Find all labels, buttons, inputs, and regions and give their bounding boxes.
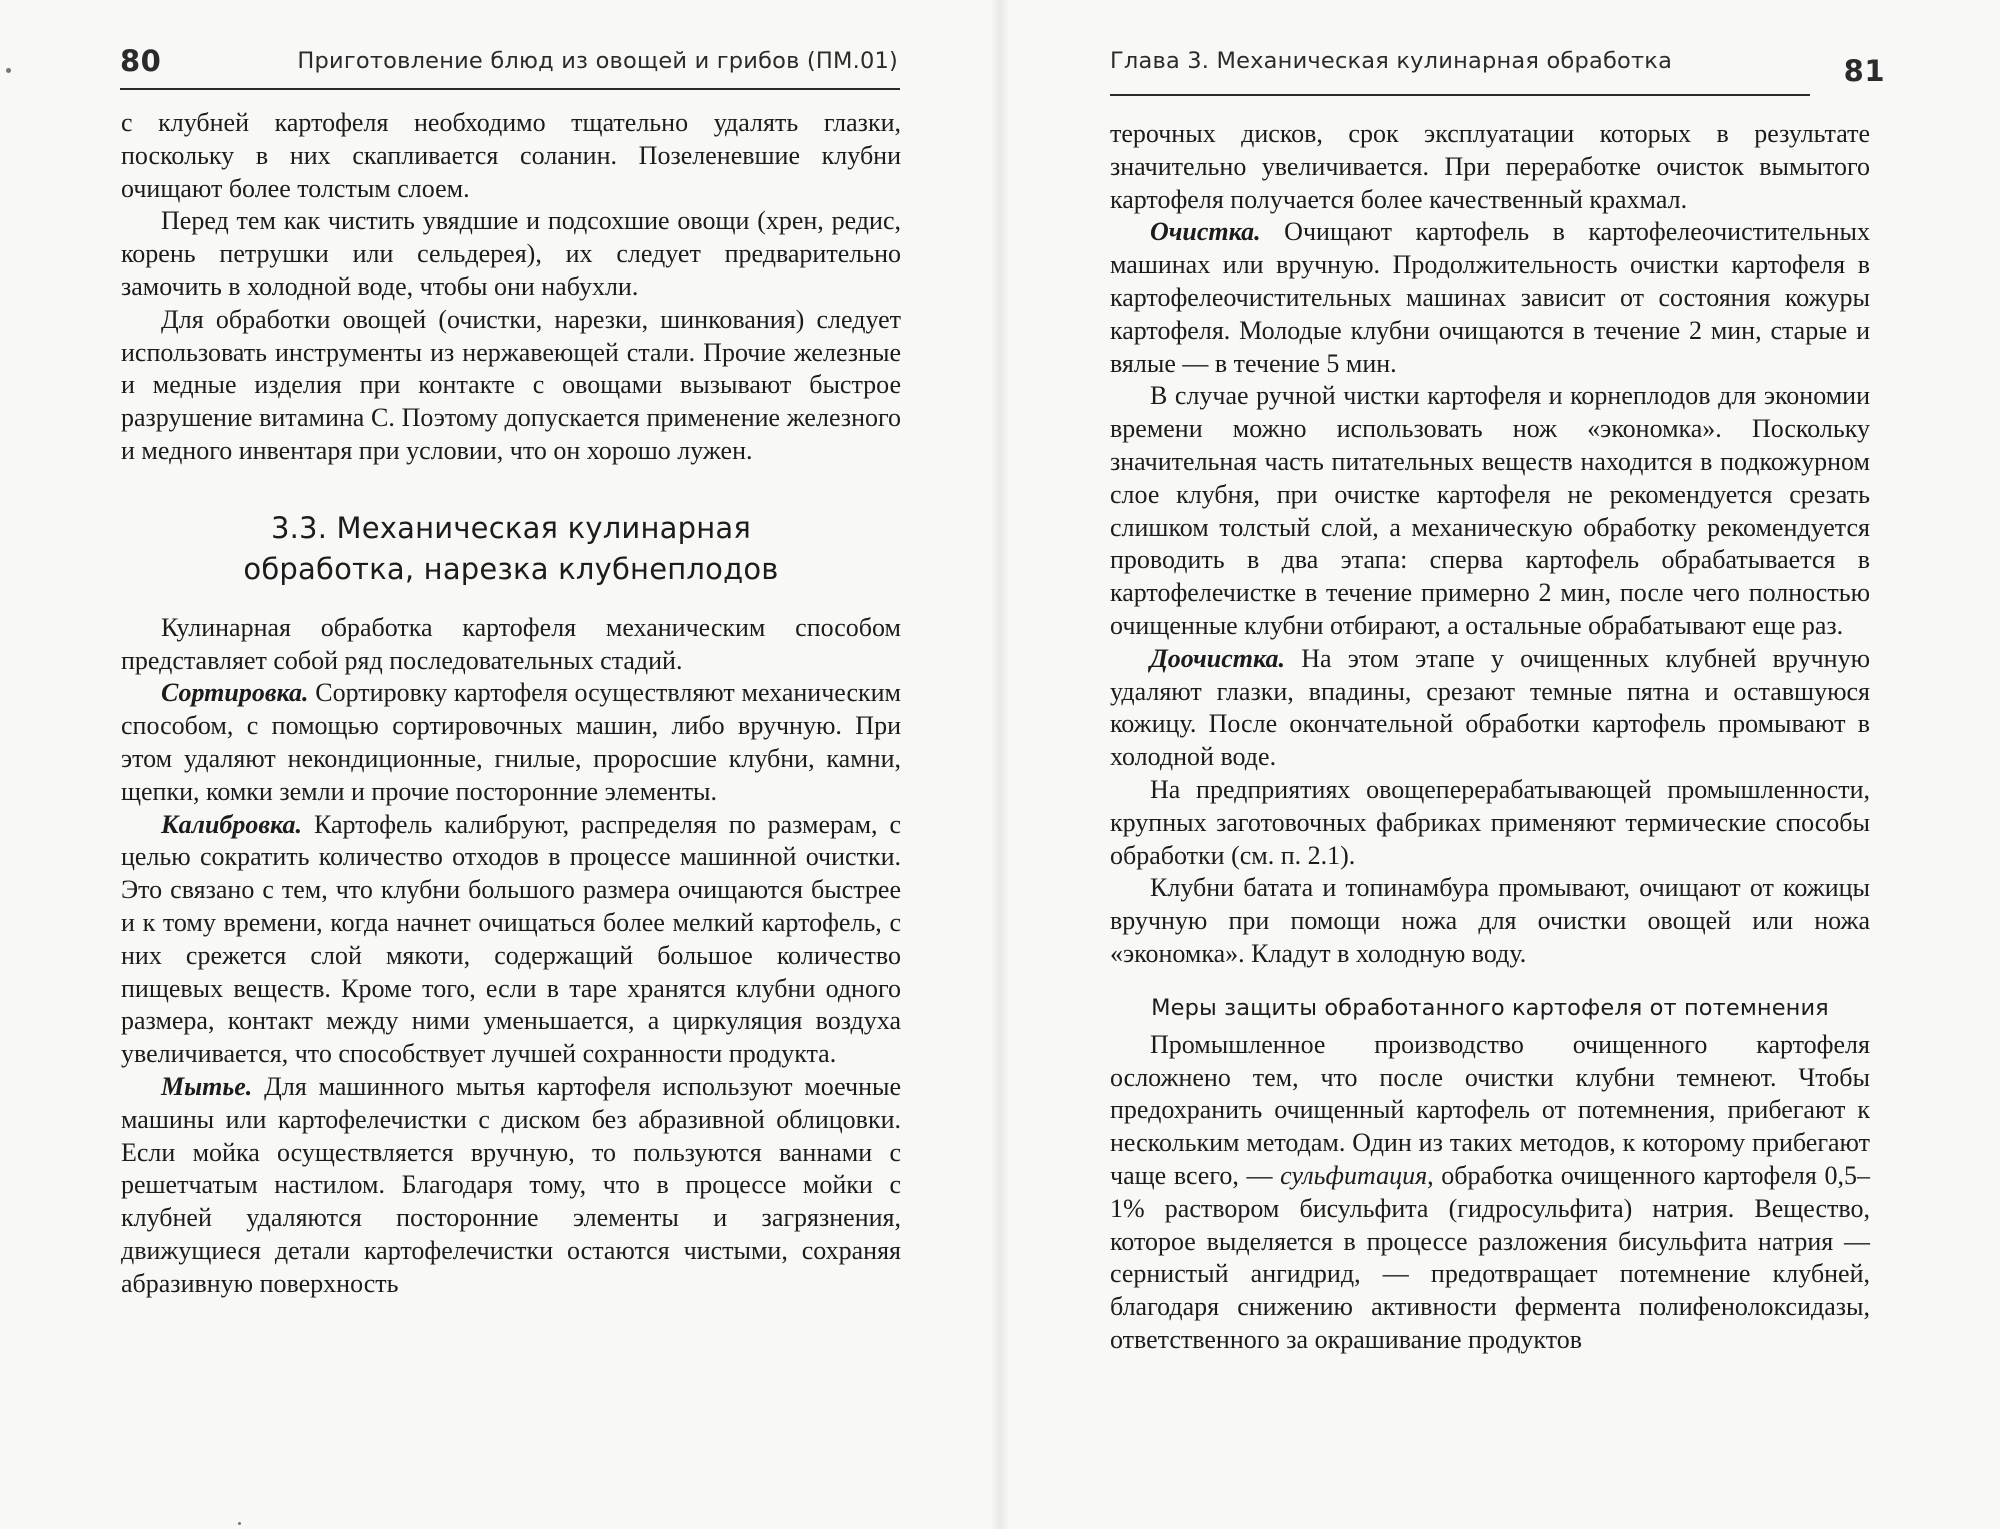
run-in-heading: Калибровка. bbox=[161, 809, 303, 839]
paragraph-text: Сортировку картофеля осуществляют механическим способом, с помощью сортировочных машин, либо вручную. При этом удаляют некондиционные, гнилые, проросшие клубни, камни, щепки, комки земли и прочие посторонние элементы. bbox=[121, 678, 901, 806]
section-heading bbox=[121, 508, 901, 590]
paragraph: с клубней картофеля необходимо тщательно удалять глазки, поскольку в них скапливается соланин. Позеленевшие клубни очищают более толстым слоем. bbox=[121, 108, 901, 203]
left-header-rule bbox=[120, 88, 900, 90]
paragraph: Перед тем как чистить увядшие и подсохшие овощи (хрен, редис, корень петрушки или сельдерея), их следует предварительно замочить в холодной воде, чтобы они набухли. bbox=[121, 206, 901, 301]
paragraph: терочных дисков, срок эксплуатации которых в результате значительно увеличивается. При переработке очисток вымытого картофеля получается более качественный крахмал. bbox=[1110, 119, 1870, 214]
left-page-body bbox=[121, 107, 901, 1301]
paragraph-sulfitation bbox=[1110, 1029, 1870, 1357]
run-in-heading: Очистка. bbox=[1150, 217, 1261, 247]
paragraph-sorting bbox=[121, 677, 901, 808]
right-page-header bbox=[1110, 44, 1885, 94]
paragraph: Кулинарная обработка картофеля механическим способом представляет собой ряд последовательных стадий. bbox=[121, 612, 901, 675]
left-page-header bbox=[120, 44, 900, 94]
right-page-number: 81 bbox=[1843, 54, 1885, 88]
right-running-head: Глава 3. Механическая кулинарная обработка bbox=[1110, 48, 1673, 74]
right-header-rule bbox=[1110, 94, 1810, 96]
paragraph-text: Для машинного мытья картофеля используют моечные машины или картофелечистки с диском без абразивной облицовки. Если мойка осуществляется вручную, то пользуются ваннами с решетчатым настилом. Благодаря тому, что в процессе мойки с клубней удаляются посторонние элементы и загрязнения, движущиеся детали картофелечистки остаются чистыми, сохраняя абразивную поверхность bbox=[121, 1071, 901, 1298]
paragraph-text: Очищают картофель в картофелеочистительных машинах или вручную. Продолжительность очистки картофеля в картофелеочистительных машинах зависит от состояния кожуры картофеля. Молодые клубни очищаются в течение 2 мин, старые и вялые — в течение 5 мин. bbox=[1110, 217, 1870, 378]
paragraph-cleaning bbox=[1110, 216, 1870, 380]
italic-term: сульфитация bbox=[1280, 1160, 1428, 1190]
paragraph-text: На этом этапе у очищенных клубней вручную удаляют глазки, впадины, срезают темные пятна и оставшуюся кожицу. После окончательной обработки картофель промывают в холодной воде. bbox=[1110, 643, 1870, 772]
book-gutter bbox=[990, 0, 1010, 1529]
paragraph-text: Промышленное производство очищенного картофеля осложнено тем, что после очистки клубни темнеют. Чтобы предохранить очищенный картофель от потемнения, прибегают к нескольким методам. Один из таких методов, к которому прибегают чаще всего, — bbox=[1110, 1029, 1870, 1190]
paragraph: Клубни батата и топинамбура промывают, очищают от кожицы вручную при помощи ножа для очистки овощей или ножа «экономка». Кладут в холодную воду. bbox=[1110, 873, 1870, 968]
run-in-heading: Доочистка. bbox=[1150, 643, 1285, 673]
paragraph-calibration bbox=[121, 809, 901, 1071]
section-heading-line: обработка, нарезка клубнеплодов bbox=[243, 551, 779, 586]
left-page-number: 80 bbox=[120, 44, 162, 78]
paragraph: Для обработки овощей (очистки, нарезки, шинкования) следует использовать инструменты из нержавеющей стали. Прочие железные и медные изделия при контакте с овощами вызывают быстрое разрушение витамина С. Поэтому допускается применение железного и медного инвентаря при условии, что он хорошо лужен. bbox=[121, 304, 901, 465]
run-in-heading: Мытье. bbox=[161, 1071, 253, 1101]
run-in-heading: Сортировка. bbox=[161, 678, 309, 708]
section-heading-line: 3.3. Механическая кулинарная bbox=[270, 510, 751, 545]
scan-speck bbox=[238, 1522, 241, 1525]
paragraph: В случае ручной чистки картофеля и корнеплодов для экономии времени можно использовать нож «экономка». Поскольку значительная часть питательных веществ находится в подкожурном слое клубня, при очистке картофеля не рекомендуется срезать слишком толстый слой, а механическую обработку рекомендуется проводить в два этапа: сперва картофель обрабатывается в картофелечистке в течение примерно 2 мин, после чего полностью очищенные клубни отбирают, а остальные обрабатывают еще раз. bbox=[1110, 381, 1870, 640]
right-page-body bbox=[1110, 118, 1870, 1357]
left-running-head: Приготовление блюд из овощей и грибов (ПМ.01) bbox=[297, 48, 898, 74]
paragraph-text: , обработка очищенного картофеля 0,5–1% раствором бисульфита (гидросульфита) натрия. Вещество, которое выделяется в процессе разложения бисульфита натрия — сернистый ангидрид, — предотвращает потемнение клубней, благодаря снижению активности фермента полифенолоксидазы, ответственного за окрашивание продуктов bbox=[1110, 1160, 1871, 1354]
paragraph: На предприятиях овощеперерабатывающей промышленности, крупных заготовочных фабриках применяют термические способы обработки (см. п. 2.1). bbox=[1110, 774, 1870, 870]
paragraph-text: Картофель калибруют, распределяя по размерам, с целью сократить количество отходов в процессе машинной очистки. Это связано с тем, что клубни большого размера очищаются быстрее и к тому времени, когда начнет очищаться более мелкий картофель, с них срежется слой мякоти, содержащий большое количество пищевых веществ. Кроме того, если в таре хранятся клубни одного размера, контакт между ними уменьшается, а циркуляция воздуха увеличивается, что способствует лучшей сохранности продукта. bbox=[121, 809, 901, 1069]
subsection-heading: Меры защиты обработанного картофеля от потемнения bbox=[1151, 994, 1829, 1021]
scan-speck bbox=[6, 68, 11, 73]
paragraph-finishing bbox=[1110, 643, 1870, 774]
paragraph-washing bbox=[121, 1071, 901, 1301]
